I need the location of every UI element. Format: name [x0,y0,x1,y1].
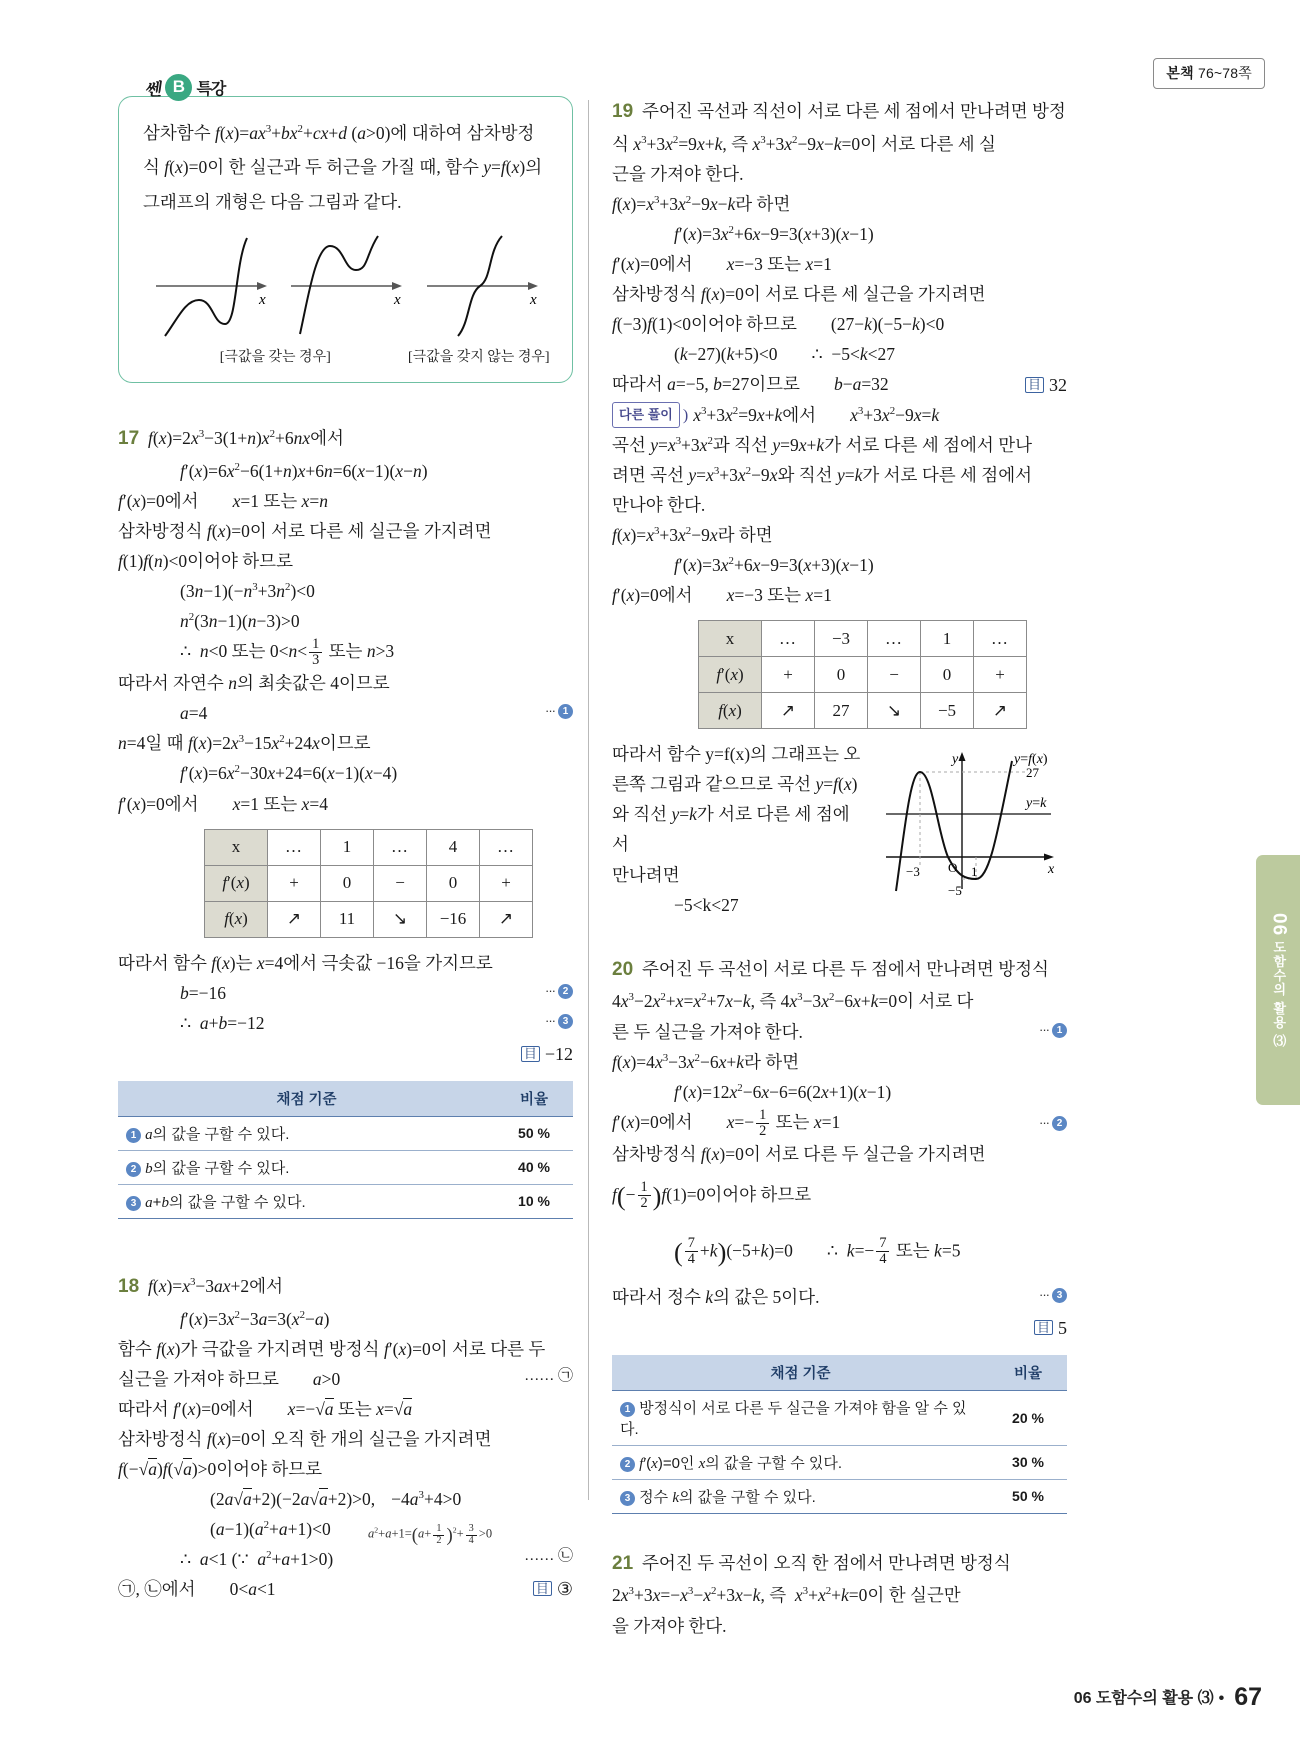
p19-line-4: $f(x)=x^3+3x^2-9x-k$라 하면 [612,193,791,214]
marker-2-icon: 2 [126,1162,141,1177]
svg-text:O: O [948,860,958,876]
problem-18 [118,1271,573,1600]
chapter-label: 도함수의 활용 ⑶ [1271,940,1287,1048]
special-line-3: 그래프의 개형은 다음 그림과 같다. [143,191,402,212]
p18-sidenote: $a^2+a+1=(a+$ $\frac{1}{2}$ )$^2$+ $\frac{3}{4}$ >0 [368,1523,493,1547]
right-column [612,96,1067,1659]
svg-text:y=f(x): y=f(x) [1014,752,1048,768]
column-divider [588,100,589,1500]
p17-fp-c5: + [480,865,533,901]
p17-line-7: $n^2(3n-1)(n-3)>0$ [180,611,300,632]
p18-line-9: $(a-1)(a^2+a+1)<0$ $a^2+a+1=(a+$ $\frac{1}{2}$ )$^2$+ $\frac{3}{4}$ >0 [118,1514,573,1544]
p18-line-6: 삼차방정식 f(x)=0이 오직 한 개의 실근을 가지려면 [118,1428,492,1449]
p18-answer: ③ [556,1578,573,1599]
p17-score-head-ratio: 비율 [495,1081,573,1117]
caption-with-extremum: [극값을 갖는 경우] [219,350,331,366]
reference-pages: 76~78쪽 [1197,65,1252,81]
p17-score-row-2: 2 b의 값을 구할 수 있다. [118,1150,495,1184]
answer-icon: 目 [1025,377,1044,393]
p17-f-c3: ↘ [374,901,427,937]
p19-fp-c4: 0 [921,657,974,693]
caption-no-extremum: [극값을 갖지 않는 경우] [407,350,550,366]
svg-text:x: x [530,292,537,309]
p17-fp-c3: − [374,865,427,901]
svg-text:−5: −5 [948,883,962,899]
p17-line-9: 따라서 자연수 n의 최솟값은 4이므로 [118,673,390,694]
p19-concl-2: 른쪽 그림과 같으므로 곡선 y=f(x) [612,774,858,795]
svg-text:27: 27 [1026,765,1039,781]
p17-score-pct-2: 40 % [495,1150,573,1184]
special-lecture-box [118,77,573,383]
p17-line-1: 17 $f(x)=2x^3-3(1+n)x^2+6nx$에서 [118,423,573,456]
p19-other-line-7: f′(x)=0에서 x=−3 또는 x=1 [612,585,832,606]
p17-x-c3: … [374,829,427,865]
answer-icon: 目 [533,1581,552,1597]
p17-f-c2: 11 [321,901,374,937]
p19-line-5: $f'(x)=3x^2+6x-9=3(x+3)(x-1)$ [674,223,874,244]
p20-score-row-2: 2 f′(x)=0인 x의 값을 구할 수 있다. [612,1445,989,1479]
svg-text:x: x [258,292,266,309]
p20-score-pct-3: 50 % [989,1479,1067,1513]
p17-f-c1: ↗ [268,901,321,937]
p20-step-marker-3: ··· 3 [1039,1284,1067,1306]
p20-line-8: f(− $\frac{1}{2}$ )f(1)=0이어야 하므로 [612,1178,812,1211]
special-figures [143,224,550,342]
p19-conclusion-text [612,739,862,920]
p20-line-9: ( $\frac{7}{4}$ +k)(−5+k)=0 ∴ k=− $\frac{7}{4}$ 또는 k=5 [674,1235,961,1268]
p17-line-3: f′(x)=0에서 x=1 또는 x=n [118,490,328,511]
p19-graph-figure [866,739,1066,899]
p20-number: 20 [612,958,634,980]
p19-line-6: f′(x)=0에서 x=−3 또는 x=1 [612,254,832,275]
p17-score-head-criteria: 채점 기준 [118,1081,495,1117]
marker-1-icon: 1 [1052,1023,1067,1038]
answer-icon: 目 [521,1046,540,1062]
p17-x-c1: … [268,829,321,865]
p17-line-11: n=4일 때 $f(x)=2x^3-15x^2+24x$이므로 [118,733,371,754]
p17-scoring-table [118,1081,573,1219]
p19-line-8: f(−3)f(1)<0이어야 하므로 (27−k)(−5−k)<0 [612,314,945,335]
table-row [118,1184,573,1218]
p18-line-4: 실근을 가져야 하므로 a>0 …… ㉠ [118,1364,573,1394]
p20-score-text-1: 방정식이 서로 다른 두 실근을 가져야 함을 알 수 있다. [620,1399,967,1438]
p19-f-c2: 27 [815,693,868,729]
page-footer [1074,1683,1262,1712]
cubic-graph-no-extremum [422,224,542,342]
grade-b-icon: B [165,74,192,101]
footer-page-number: 67 [1234,1683,1262,1711]
p17-f-c5: ↗ [480,901,533,937]
p17-line-15: b=−16 ··· 2 [118,978,573,1008]
footer-dot: • [1218,1690,1225,1707]
p19-line-9: (k−27)(k+5)<0 ∴ −5<k<27 [674,344,896,365]
p19-sign-table [698,620,1027,729]
p20-line-1: 20 주어진 두 곡선이 서로 다른 두 점에서 만나려면 방정식 [612,954,1067,987]
p19-f-c1: ↗ [762,693,815,729]
p17-line-16: ∴ a+b=−12 ··· 3 [118,1008,573,1038]
p17-score-row-1: 1 a의 값을 구할 수 있다. [118,1116,495,1150]
marker-3-icon: 3 [1052,1288,1067,1303]
p17-f-c4: −16 [427,901,480,937]
p19-fp-c3: − [868,657,921,693]
table-row [612,1479,1067,1513]
p17-sign-table [204,829,533,938]
p19-concl-4: 만나려면 [612,864,680,885]
p18-line-1: 18 $f(x)=x^3-3ax+2$에서 [118,1271,573,1304]
p19-th-x: x [699,621,762,657]
special-line-2: 식 f(x)=0이 한 실근과 두 허근을 가질 때, 함수 y=f(x)의 [143,157,543,178]
marker-2-icon: 2 [558,984,573,999]
p17-x-c4: 4 [427,829,480,865]
p20-scoring-table [612,1355,1067,1514]
p18-tag-b: …… ㉡ [524,1548,573,1565]
p20-score-pct-2: 30 % [989,1445,1067,1479]
p19-other-line-1: 다른 풀이 ) $x^3+3x^2=9x+k$에서 $x^3+3x^2-9x=k$ [612,400,1067,430]
problem-19 [612,96,1067,920]
p21-number: 21 [612,1552,634,1574]
table-row [205,865,533,901]
reference-label: 본책 [1166,65,1194,81]
p18-line-3: 함수 f(x)가 극값을 가지려면 방정식 f′(x)=0이 서로 다른 두 [118,1338,546,1359]
svg-text:−3: −3 [906,864,920,880]
special-captions [143,346,550,366]
p19-number: 19 [612,101,634,122]
table-row [205,901,533,937]
p18-line-10: ∴ a<1 (∵ $a^2+a+1>0$) …… ㉡ [118,1544,573,1574]
p19-other-line-5: $f(x)=x^3+3x^2-9x$라 하면 [612,524,773,545]
p20-line-2: $4x^3-2x^2+x=x^2+7x-k$, 즉 $4x^3-3x^2-6x+k=0$이 서로 다 [612,991,974,1012]
p20-line-10: 따라서 정수 k의 값은 5이다. ··· 3 [612,1282,1067,1312]
left-column [118,77,573,1618]
p18-line-7: f(−√a)f(√a)>0이어야 하므로 [118,1459,323,1480]
p19-concl-1: 따라서 함수 y=f(x)의 그래프는 오 [612,744,861,765]
marker-3-icon: 3 [126,1196,141,1211]
footer-chapter: 06 도함수의 활용 ⑶ [1073,1690,1214,1707]
p17-line-12: $f'(x)=6x^2-30x+24=6(x-1)(x-4)$ [180,763,398,784]
answer-icon: 目 [1034,1320,1053,1336]
p19-th-f: f(x) [699,693,762,729]
p17-line-14: 따라서 함수 f(x)는 x=4에서 극솟값 −16을 가지므로 [118,952,493,973]
p20-score-pct-1: 20 % [989,1390,1067,1445]
p19-other-line-3: 려면 곡선 $y=x^3+3x^2-9x$와 직선 y=k가 서로 다른 세 점에서 [612,464,1033,485]
p19-other-line-6: $f'(x)=3x^2+6x-9=3(x+3)(x-1)$ [674,554,874,575]
p17-fp-c2: 0 [321,865,374,901]
p20-line-7: 삼차방정식 f(x)=0이 서로 다른 두 실근을 가지려면 [612,1143,986,1164]
p19-x-c3: … [868,621,921,657]
table-header-row [118,1081,573,1117]
p17-line-6: $(3n-1)(-n^3+3n^2)<0$ [180,581,315,602]
marker-3-icon: 3 [558,1014,573,1029]
p19-other-line-4: 만나야 한다. [612,494,706,515]
p17-step-marker-3: ··· 3 [545,1010,573,1032]
p21-line-3: 을 가져야 한다. [612,1615,727,1636]
p17-score-pct-1: 50 % [495,1116,573,1150]
chapter-side-tab [1256,855,1300,1105]
p19-conclusion-with-graph [612,739,1067,920]
table-row [118,1116,573,1150]
svg-text:1: 1 [971,864,978,880]
problem-17 [118,423,573,1219]
p20-line-4: $f(x)=4x^3-3x^2-6x+k$라 하면 [612,1051,800,1072]
p17-line-8: ∴ n<0 또는 0<n< $\frac{1}{3}$ 또는 n>3 [180,636,395,669]
p17-score-row-3: 3 a+b의 값을 구할 수 있다. [118,1184,495,1218]
p17-x-c5: … [480,829,533,865]
p21-line-1: 21 주어진 두 곡선이 오직 한 점에서 만나려면 방정식 [612,1548,1067,1581]
p19-line-7: 삼차방정식 f(x)=0이 서로 다른 세 실근을 가지려면 [612,284,986,305]
problem-21 [612,1548,1067,1641]
p20-score-row-3: 3 정수 k의 값을 구할 수 있다. [612,1479,989,1513]
p17-step-marker-2: ··· 2 [545,980,573,1002]
table-row [612,1390,1067,1445]
table-header-row [612,1355,1067,1391]
p17-line-13: f′(x)=0에서 x=1 또는 x=4 [118,793,328,814]
p19-other-line-2: 곡선 $y=x^3+3x^2$과 직선 y=9x+k가 서로 다른 세 점에서 만나 [612,434,1033,455]
p18-tag-a: …… ㉠ [524,1367,573,1384]
p19-x-c1: … [762,621,815,657]
marker-1-icon: 1 [558,704,573,719]
page-reference-badge [1153,58,1265,89]
p19-concl-ineq: −5<k<27 [674,894,739,915]
p20-score-head-ratio: 비율 [989,1355,1067,1391]
table-row [699,621,1027,657]
p20-step-marker-1: ··· 1 [1039,1019,1067,1041]
cubic-graph-with-extremum-2 [286,224,406,342]
p17-th-x: x [205,829,268,865]
cubic-curve-graph [866,739,1066,899]
p17-th-f: f(x) [205,901,268,937]
p19-fp-c5: + [974,657,1027,693]
table-row [612,1445,1067,1479]
p19-x-c5: … [974,621,1027,657]
p19-answer: 32 [1049,375,1067,396]
special-lecture-title: 특강 [196,80,226,98]
table-row [699,657,1027,693]
p18-line-2: $f'(x)=3x^2-3a=3(x^2-a)$ [180,1308,330,1329]
svg-text:y=k: y=k [1026,796,1047,812]
marker-3-icon: 3 [620,1491,635,1506]
other-solution-tag: 다른 풀이 [612,402,680,428]
p17-line-2: $f'(x)=6x^2-6(1+n)x+6n=6(x-1)(x-n)$ [180,460,428,481]
p17-line-5: f(1)f(n)<0이어야 하므로 [118,550,293,571]
p19-x-c4: 1 [921,621,974,657]
p20-score-row-1 [612,1390,989,1445]
table-row [699,693,1027,729]
p20-line-5: $f'(x)=12x^2-6x-6=6(2x+1)(x-1)$ [674,1081,892,1102]
p18-number: 18 [118,1275,140,1297]
marker-2-icon: 2 [620,1457,635,1472]
p17-step-marker-1: ··· 1 [545,700,573,722]
p19-f-c3: ↘ [868,693,921,729]
p17-x-c2: 1 [321,829,374,865]
special-lecture-label [146,70,225,104]
marker-1-icon: 1 [620,1402,635,1417]
p18-line-11: ㉠, ㉡에서 0<a<1 [118,1579,276,1600]
p18-line-5: 따라서 f′(x)=0에서 x=−√a 또는 x=√a [118,1398,413,1419]
brand-mark: 쎈 [144,79,163,99]
p17-th-fp: f′(x) [205,865,268,901]
p20-answer-row [612,1318,1067,1339]
p19-x-c2: −3 [815,621,868,657]
p17-answer-row [118,1044,573,1065]
svg-text:y: y [952,752,959,768]
p19-f-c5: ↗ [974,693,1027,729]
table-row [118,1150,573,1184]
p19-th-fp: f′(x) [699,657,762,693]
marker-2-icon: 2 [1052,1116,1067,1131]
chapter-side-tab-inner [1265,913,1292,1048]
p19-line-3: 근을 가져야 한다. [612,163,744,184]
p17-number: 17 [118,428,140,450]
p20-line-6: f′(x)=0에서 x=− $\frac{1}{2}$ 또는 x=1 ··· 2 [612,1107,1067,1139]
p17-fp-c4: 0 [427,865,480,901]
p20-step-marker-2: ··· 2 [1039,1112,1067,1134]
p19-line-10: 따라서 a=−5, b=27이므로 b−a=32 目 32 [612,369,1067,399]
p19-fp-c2: 0 [815,657,868,693]
problem-20 [612,954,1067,1514]
table-row [205,829,533,865]
p20-answer: 5 [1058,1317,1067,1338]
p19-f-c4: −5 [921,693,974,729]
p17-line-4: 삼차방정식 f(x)=0이 서로 다른 세 실근을 가지려면 [118,520,492,541]
p20-score-head-criteria: 채점 기준 [612,1355,989,1391]
svg-text:x: x [394,292,402,309]
p18-line-8: (2a√a+2)(−2a√a+2)>0, $-4a^3+4>0$ [210,1489,462,1510]
chapter-number: 06 [1268,912,1290,936]
p17-line-10: a=4 ··· 1 [118,698,573,728]
special-line-1: 삼차함수 $f(x)=ax^3+bx^2+cx+d$ (a>0)에 대하여 삼차방정 [143,123,535,143]
p17-score-pct-3: 10 % [495,1184,573,1218]
p19-line-1: 19 주어진 곡선과 직선이 서로 다른 세 점에서 만나려면 방정 [612,96,1067,129]
p17-fp-c1: + [268,865,321,901]
p19-concl-3: 와 직선 y=k가 서로 다른 세 점에서 [612,804,850,855]
marker-1-icon: 1 [126,1128,141,1143]
p20-line-3: 른 두 실근을 가져야 한다. ··· 1 [612,1017,1067,1047]
p19-fp-c1: + [762,657,815,693]
p19-line-2: 식 $x^3+3x^2=9x+k$, 즉 $x^3+3x^2-9x-k=0$이 서로 다른 세 실 [612,133,996,154]
p19-answer-inline [1025,370,1067,401]
p21-line-2: $2x^3+3x=-x^3-x^2+3x-k$, 즉 $x^3+x^2+k=0$이 한 실근만 [612,1585,961,1606]
svg-text:x: x [1048,862,1055,878]
cubic-graph-with-extremum-1 [151,224,271,342]
p17-answer: −12 [544,1043,573,1064]
